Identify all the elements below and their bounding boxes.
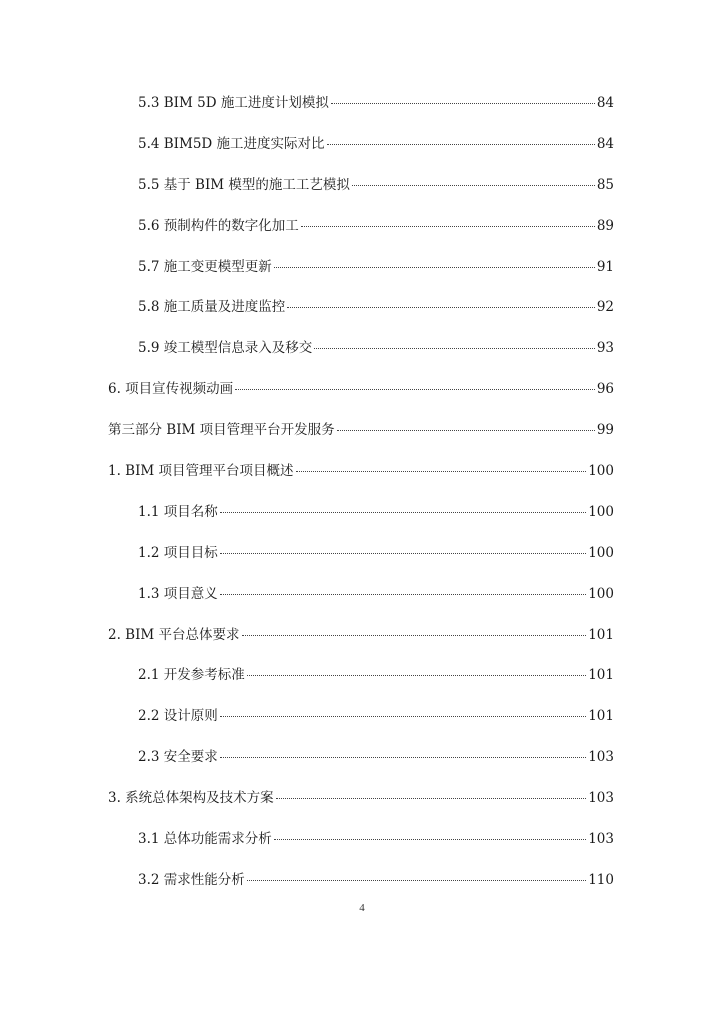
toc-entry-title: 3. 系统总体架构及技术方案	[108, 790, 274, 807]
toc-dot-leader	[287, 306, 595, 308]
toc-entry-title: 2.2 设计原则	[138, 708, 218, 725]
toc-entry-page-number: 85	[596, 176, 614, 193]
toc-dot-leader	[220, 511, 586, 513]
toc-dot-leader	[235, 388, 595, 390]
toc-entry-title: 1.2 项目目标	[138, 544, 218, 561]
toc-entry[interactable]	[108, 622, 614, 663]
toc-entry[interactable]	[108, 499, 614, 540]
toc-dot-leader	[301, 225, 595, 227]
toc-dot-leader	[314, 347, 595, 349]
table-of-contents	[108, 90, 614, 908]
toc-entry-title: 5.6 预制构件的数字化加工	[138, 217, 299, 234]
toc-entry-title: 2.3 安全要求	[138, 749, 218, 766]
toc-dot-leader	[274, 838, 586, 840]
toc-entry-page-number: 93	[596, 340, 614, 357]
toc-entry-page-number: 100	[588, 503, 614, 520]
toc-dot-leader	[296, 470, 587, 472]
toc-entry-page-number: 100	[588, 463, 614, 480]
toc-entry[interactable]	[108, 335, 614, 376]
toc-entry-title: 5.3 BIM 5D 施工进度计划模拟	[138, 95, 329, 111]
toc-entry-title: 1. BIM 项目管理平台项目概述	[108, 463, 294, 480]
toc-entry-title: 2.1 开发参考标准	[138, 667, 245, 684]
toc-entry[interactable]	[108, 662, 614, 703]
toc-dot-leader	[327, 143, 595, 145]
toc-entry-title: 5.7 施工变更模型更新	[138, 258, 272, 275]
toc-entry-title: 第三部分 BIM 项目管理平台开发服务	[108, 422, 335, 439]
toc-entry-title: 1.3 项目意义	[138, 585, 218, 602]
toc-entry[interactable]	[108, 90, 614, 131]
toc-entry[interactable]	[108, 581, 614, 622]
page-number: 4	[359, 902, 365, 914]
toc-entry[interactable]	[108, 417, 614, 458]
toc-dot-leader	[352, 184, 595, 186]
toc-entry-title: 5.9 竣工模型信息录入及移交	[138, 340, 313, 357]
toc-entry-title: 6. 项目宣传视频动画	[108, 381, 234, 398]
toc-dot-leader	[274, 266, 595, 268]
toc-entry-title: 5.8 施工质量及进度监控	[138, 299, 286, 316]
toc-entry-page-number: 92	[596, 299, 614, 316]
toc-entry-title: 5.5 基于 BIM 模型的施工工艺模拟	[138, 176, 350, 193]
toc-entry-page-number: 103	[588, 831, 614, 848]
toc-entry[interactable]	[108, 703, 614, 744]
toc-entry-page-number: 100	[588, 585, 614, 602]
toc-dot-leader	[220, 593, 586, 595]
toc-dot-leader	[331, 102, 595, 104]
toc-entry-page-number: 99	[596, 422, 614, 439]
toc-dot-leader	[247, 879, 586, 881]
toc-entry[interactable]	[108, 540, 614, 581]
toc-entry-title: 3.1 总体功能需求分析	[138, 831, 272, 848]
toc-entry-page-number: 103	[588, 749, 614, 766]
toc-entry-page-number: 89	[596, 217, 614, 234]
toc-dot-leader	[247, 674, 586, 676]
toc-dot-leader	[220, 756, 586, 758]
toc-dot-leader	[220, 552, 586, 554]
toc-entry[interactable]	[108, 376, 614, 417]
toc-dot-leader	[242, 634, 587, 636]
toc-entry[interactable]	[108, 254, 614, 295]
toc-dot-leader	[276, 797, 587, 799]
toc-entry-page-number: 84	[596, 95, 614, 111]
toc-entry-page-number: 101	[588, 708, 614, 725]
toc-entry-page-number: 100	[588, 544, 614, 561]
toc-entry[interactable]	[108, 785, 614, 826]
toc-dot-leader	[337, 429, 595, 431]
toc-entry[interactable]	[108, 213, 614, 254]
toc-entry[interactable]	[108, 458, 614, 499]
toc-entry-page-number: 101	[588, 667, 614, 684]
toc-entry-page-number: 91	[596, 258, 614, 275]
toc-entry-title: 2. BIM 平台总体要求	[108, 626, 240, 643]
toc-entry[interactable]	[108, 131, 614, 172]
toc-entry-page-number: 96	[596, 381, 614, 398]
toc-entry[interactable]	[108, 294, 614, 335]
toc-dot-leader	[220, 715, 586, 717]
toc-entry[interactable]	[108, 826, 614, 867]
toc-entry-title: 5.4 BIM5D 施工进度实际对比	[138, 135, 325, 152]
toc-entry-page-number: 103	[588, 790, 614, 807]
toc-entry-title: 3.2 需求性能分析	[138, 871, 245, 888]
toc-entry-page-number: 84	[596, 135, 614, 152]
toc-entry-title: 1.1 项目名称	[138, 503, 218, 520]
toc-entry-page-number: 110	[588, 871, 614, 888]
toc-entry[interactable]	[108, 744, 614, 785]
toc-entry-page-number: 101	[588, 626, 614, 643]
toc-entry[interactable]	[108, 172, 614, 213]
